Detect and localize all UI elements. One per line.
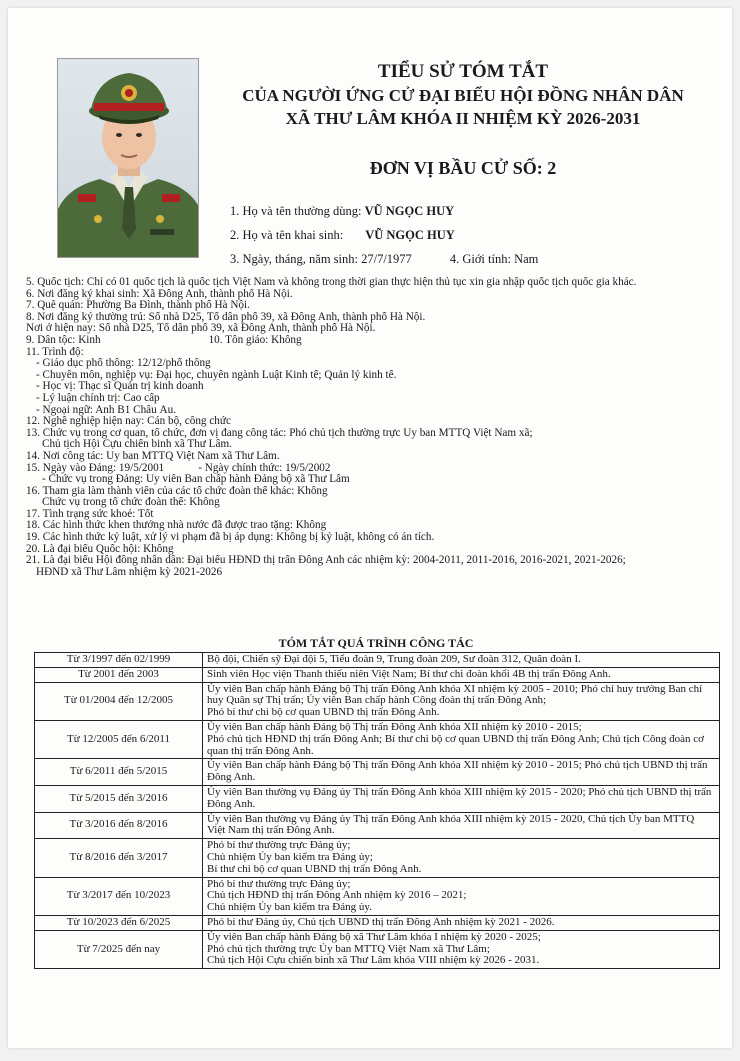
period-cell: Từ 8/2016 đến 3/2017 — [35, 839, 203, 877]
description-cell — [203, 812, 720, 839]
description-line: Sinh viên Học viện Thanh thiếu niên Việt Nam; Bí thư chi đoàn khối 4B thị trấn Đông Anh. — [207, 667, 611, 680]
line-profession: - Chuyên môn, nghiệp vụ: Đại học, chuyên ngành Luật Kinh tế; Quản lý kinh tế. — [36, 369, 397, 381]
table-row — [35, 682, 720, 720]
period-cell: Từ 2001 đến 2003 — [35, 667, 203, 682]
description-line: Phó chủ tịch thường trực Ủy ban MTTQ Việt Nam xã Thư Lâm; — [207, 942, 490, 955]
document-term: XÃ THƯ LÂM KHÓA II NHIỆM KỲ 2026-2031 — [285, 109, 641, 128]
line-health: 17. Tình trạng sức khoẻ: Tốt — [26, 508, 154, 520]
table-row — [35, 653, 720, 668]
description-cell — [203, 667, 720, 682]
description-line: Bộ đội, Chiến sỹ Đại đội 5, Tiểu đoàn 9, Trung đoàn 209, Sư đoàn 312, Quân đoàn I. — [207, 653, 581, 665]
period-cell: Từ 12/2005 đến 6/2011 — [35, 720, 203, 758]
description-cell — [203, 682, 720, 720]
field-birthdate: 3. Ngày, tháng, năm sinh: 27/7/1977 4. Giới tính: Nam — [230, 252, 539, 266]
description-line: Chủ nhiệm Ủy ban kiểm tra Đảng ủy; — [207, 850, 373, 863]
period-cell: Từ 3/2017 đến 10/2023 — [35, 877, 203, 915]
description-line: Phó bí thư thường trực Đảng ủy; — [207, 839, 351, 852]
line-position-cont: Chủ tịch Hội Cựu chiến binh xã Thư Lâm. — [42, 439, 232, 451]
description-cell — [203, 653, 720, 668]
work-history-title: TÓM TẮT QUÁ TRÌNH CÔNG TÁC — [278, 636, 474, 650]
period-cell: Từ 10/2023 đến 6/2025 — [35, 915, 203, 930]
field-common-name: 1. Họ và tên thường dùng: VŨ NGỌC HUY — [230, 204, 455, 218]
description-line: Chủ nhiệm Ủy ban kiểm tra Đảng ủy. — [207, 901, 372, 914]
line-awards: 18. Các hình thức khen thưởng nhà nước đã được trao tặng: Không — [26, 520, 327, 532]
description-line: Ủy viên Ban chấp hành Đảng bộ Thị trấn Đông Anh khóa XII nhiệm kỳ 2010 - 2015; — [207, 720, 582, 733]
line-general-education: - Giáo dục phổ thông: 12/12/phổ thông — [36, 358, 211, 370]
line-current-residence: Nơi ở hiện nay: Số nhà D25, Tổ dân phố 39, xã Đông Anh, thành phố Hà Nội. — [26, 323, 376, 335]
table-row — [35, 812, 720, 839]
line-hometown: 7. Quê quán: Phường Ba Đình, thành phố Hà Nội. — [26, 300, 250, 312]
description-line: Ủy viên Ban chấp hành Đảng bộ Thị trấn Đông Anh khóa XI nhiệm kỳ 2005 - 2010; Phó chỉ huy trưởng Ban chỉ huy Quân sự Thị trấn; Ủy viên Ban chấp hành Công đoàn thị trấn Đông Anh; — [207, 682, 703, 707]
table-row — [35, 720, 720, 758]
description-line: Phó chủ tịch HĐND thị trấn Đông Anh; Bí thư chi bộ cơ quan UBND thị trấn Đông Anh; Chủ tịch Công đoàn cơ quan thị trấn Đông Anh. — [207, 732, 704, 757]
line-nationality: 5. Quốc tịch: Chỉ có 01 quốc tịch là quốc tịch Việt Nam và không trong thời gian thực hiện thủ tục xin gia nhập quốc tịch quốc gia khác. — [26, 277, 637, 288]
line-education: 11. Trình độ: — [26, 346, 84, 358]
document-title: TIỂU SỬ TÓM TẮT — [377, 61, 549, 82]
description-line: Bí thư chi bộ cơ quan UBND thị trấn Đông Anh. — [207, 862, 422, 875]
line-organization-position: Chức vụ trong tổ chức đoàn thể: Không — [42, 497, 220, 509]
line-discipline: 19. Các hình thức kỷ luật, xử lý vi phạm đã bị áp dụng: Không bị kỷ luật, không có án tích. — [26, 532, 435, 544]
description-line: Phó bí thư chi bộ cơ quan UBND thị trấn Đông Anh. — [207, 706, 440, 719]
description-cell — [203, 839, 720, 877]
description-line: Ủy viên Ban thường vụ Đảng ủy Thị trấn Đông Anh khóa XIII nhiệm kỳ 2015 - 2020; Phó chủ tịch UBND thị trấn Đông Anh. — [207, 785, 712, 810]
table-row — [35, 759, 720, 786]
description-line: Phó bí thư Đảng ủy, Chủ tịch UBND thị trấn Đông Anh nhiệm kỳ 2021 - 2026. — [207, 915, 555, 928]
line-party-join: 15. Ngày vào Đảng: 19/5/2001 - Ngày chính thức: 19/5/2002 — [26, 462, 331, 474]
work-history-table — [34, 652, 720, 969]
electoral-unit: ĐƠN VỊ BẦU CỬ SỐ: 2 — [369, 158, 557, 178]
line-organizations: 16. Tham gia làm thành viên của các tổ chức đoàn thể khác: Không — [26, 485, 328, 497]
field-gender: 4. Giới tính: Nam — [449, 252, 539, 266]
description-line: Ủy viên Ban chấp hành Đảng bộ xã Thư Lâm khóa I nhiệm kỳ 2020 - 2025; — [207, 930, 541, 943]
line-occupation: 12. Nghề nghiệp hiện nay: Cán bộ, công chức — [26, 416, 231, 428]
table-row — [35, 930, 720, 968]
document-page — [8, 8, 732, 1048]
field-birth-name: 2. Họ và tên khai sinh: VŨ NGỌC HUY — [230, 228, 455, 242]
description-line: Chủ tịch HĐND thị trấn Đông Anh nhiệm kỳ 2016 – 2021; — [207, 889, 467, 902]
description-cell — [203, 759, 720, 786]
document-subtitle: CỦA NGƯỜI ỨNG CỬ ĐẠI BIỂU HỘI ĐỒNG NHÂN DÂN — [242, 86, 684, 105]
description-cell — [203, 930, 720, 968]
table-row — [35, 877, 720, 915]
period-cell: Từ 5/2015 đến 3/2016 — [35, 785, 203, 812]
period-cell: Từ 7/2025 đến nay — [35, 930, 203, 968]
description-line: Phó bí thư thường trực Đảng ủy; — [207, 877, 351, 890]
biography-details — [26, 277, 726, 578]
table-row — [35, 667, 720, 682]
title-block — [208, 60, 718, 179]
line-party-position: - Chức vụ trong Đảng: Ủy viên Ban chấp hành Đảng bộ xã Thư Lâm — [42, 474, 350, 486]
portrait-illustration — [58, 59, 199, 258]
description-cell — [203, 877, 720, 915]
period-cell: Từ 6/2011 đến 5/2015 — [35, 759, 203, 786]
line-national-assembly: 20. Là đại biểu Quốc hội: Không — [26, 543, 174, 555]
line-ethnicity-religion: 9. Dân tộc: Kinh 10. Tôn giáo: Không — [26, 334, 302, 346]
line-political-theory: - Lý luận chính trị: Cao cấp — [36, 392, 160, 404]
line-degree: - Học vị: Thạc sĩ Quản trị kinh doanh — [36, 381, 204, 393]
description-cell — [203, 915, 720, 930]
line-council-delegate: 21. Là đại biểu Hội đồng nhân dân: Đại biểu HĐND thị trấn Đông Anh các nhiệm kỳ: 2004-2011, 2011-2016, 2016-2021, 2021-2026; — [26, 555, 626, 567]
line-permanent-residence: 8. Nơi đăng ký thường trú: Số nhà D25, Tổ dân phố 39, xã Đông Anh, thành phố Hà Nội. — [26, 311, 426, 323]
line-birth-registration: 6. Nơi đăng ký khai sinh: Xã Đông Anh, thành phố Hà Nội. — [26, 288, 293, 300]
line-workplace: 14. Nơi công tác: Ủy ban MTTQ Việt Nam xã Thư Lâm. — [26, 450, 280, 462]
table-row — [35, 915, 720, 930]
description-line: Chủ tịch Hội Cựu chiến binh xã Thư Lâm khóa VIII nhiệm kỳ 2026 - 2031. — [207, 954, 540, 967]
description-line: Ủy viên Ban chấp hành Đảng bộ Thị trấn Đông Anh khóa XII nhiệm kỳ 2010 - 2015; Phó chủ tịch UBND thị trấn Đông Anh. — [207, 759, 708, 784]
description-cell — [203, 785, 720, 812]
line-foreign-language: - Ngoại ngữ: Anh B1 Châu Âu. — [36, 404, 176, 416]
table-row — [35, 785, 720, 812]
period-cell: Từ 3/2016 đến 8/2016 — [35, 812, 203, 839]
description-line: Ủy viên Ban thường vụ Đảng ủy Thị trấn Đông Anh khóa XIII nhiệm kỳ 2015 - 2020, Chủ tịch Ủy ban MTTQ Việt Nam thị trấn Đông Anh. — [207, 812, 695, 837]
line-council-delegate-cont: HĐND xã Thư Lâm nhiệm kỳ 2021-2026 — [36, 566, 223, 578]
description-cell — [203, 720, 720, 758]
period-cell: Từ 3/1997 đến 02/1999 — [35, 653, 203, 668]
identity-fields — [230, 203, 538, 275]
table-row — [35, 839, 720, 877]
candidate-portrait — [57, 58, 199, 258]
line-position: 13. Chức vụ trong cơ quan, tổ chức, đơn vị đang công tác: Phó chủ tịch thường trực Ủy ban MTTQ Việt Nam xã; — [26, 427, 533, 439]
period-cell: Từ 01/2004 đến 12/2005 — [35, 682, 203, 720]
